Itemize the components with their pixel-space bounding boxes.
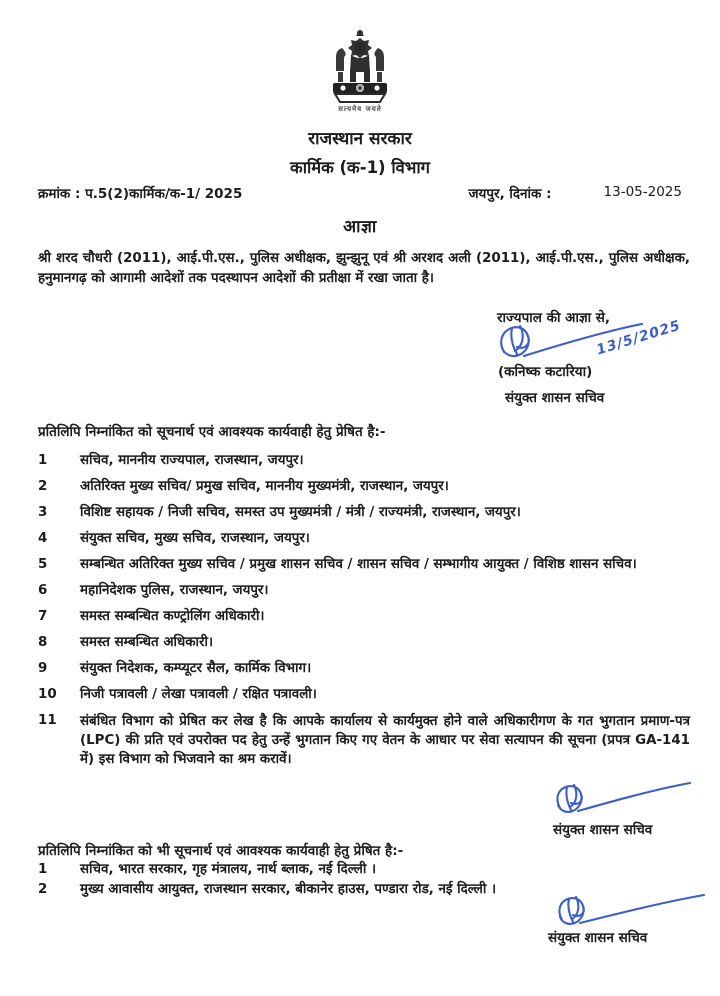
list-item-number: 11 xyxy=(38,713,57,728)
handwritten-date: 13/5/2025 xyxy=(594,317,683,359)
signatory-title: संयुक्त शासन सचिव xyxy=(505,390,605,406)
place-date-label: जयपुर, दिनांक : xyxy=(468,186,552,202)
list-item xyxy=(38,634,690,652)
list-item-number: 3 xyxy=(38,505,48,520)
list-item xyxy=(38,686,690,704)
department-title: कार्मिक (क-1) विभाग xyxy=(290,158,430,177)
list-item-number: 1 xyxy=(38,453,48,468)
list-item xyxy=(38,452,690,470)
list-item-text: सम्बन्धित अतिरिक्त मुख्य सचिव / प्रमुख शासन सचिव / शासन सचिव / सम्भागीय आयुक्त / विशिष्ठ शासन सचिव। xyxy=(80,557,637,572)
list-item-text: विशिष्ट सहायक / निजी सचिव, समस्त उप मुख्यमंत्री / मंत्री / राज्यमंत्री, राजस्थान, जयपुर। xyxy=(80,505,521,520)
list-item-number: 1 xyxy=(38,862,48,877)
reference-number: प.5(2)कार्मिक/क-1/ 2025 xyxy=(85,186,243,202)
list-item-text: महानिदेशक पुलिस, राजस्थान, जयपुर। xyxy=(80,583,269,598)
second-list-heading: प्रतिलिपि निम्नांकित को भी सूचनार्थ एवं आवश्यक कार्यवाही हेतु प्रेषित है:- xyxy=(38,843,404,859)
list-item-text: मुख्य आवासीय आयुक्त, राजस्थान सरकार, बीकानेर हाउस, पण्डारा रोड, नई दिल्ली । xyxy=(80,882,497,897)
list-item xyxy=(38,478,690,496)
copy-list xyxy=(38,452,690,777)
list-item-text: सचिव, भारत सरकार, गृह मंत्रालय, नार्थ ब्लाक, नई दिल्ली । xyxy=(80,862,377,877)
list-item xyxy=(38,504,690,522)
order-date: 13-05-2025 xyxy=(603,184,682,200)
place-date-block xyxy=(469,184,690,202)
list-item xyxy=(38,530,690,548)
list-item xyxy=(38,582,690,600)
list-item-number: 9 xyxy=(38,661,48,676)
emblem-block xyxy=(0,28,720,114)
list-item-text: संयुक्त सचिव, मुख्य सचिव, राजस्थान, जयपुर। xyxy=(80,531,310,546)
list-item xyxy=(38,660,690,678)
list-item xyxy=(38,712,690,769)
reference-label: क्रमांक : xyxy=(38,186,81,202)
list-item xyxy=(38,861,690,879)
signatory-name: (कनिष्क कटारिया) xyxy=(498,364,593,380)
government-title: राजस्थान सरकार xyxy=(308,129,412,149)
list-item-number: 7 xyxy=(38,609,48,624)
list-item-number: 10 xyxy=(38,687,57,702)
list-item-number: 8 xyxy=(38,635,48,650)
list-item-text: सचिव, माननीय राज्यपाल, राजस्थान, जयपुर। xyxy=(80,453,304,468)
signatory-title: संयुक्त शासन सचिव xyxy=(548,930,648,946)
list-item xyxy=(38,608,690,626)
signature-icon xyxy=(540,776,698,822)
list-item-number: 2 xyxy=(38,479,48,494)
ashoka-emblem-icon xyxy=(321,28,399,104)
list-item-text: संयुक्त निदेशक, कम्प्यूटर सैल, कार्मिक विभाग। xyxy=(80,661,312,676)
list-item-text: समस्त सम्बन्धित कण्ट्रोलिंग अधिकारी। xyxy=(80,609,265,624)
list-item-text: अतिरिक्त मुख्य सचिव/ प्रमुख सचिव, माननीय मुख्यमंत्री, राजस्थान, जयपुर। xyxy=(80,479,449,494)
list-item-text: संबंधित विभाग को प्रेषित कर लेख है कि आपके कार्यालय से कार्यमुक्त होने वाले अधिकारीगण के गत भुगतान प्रमाण-पत्र (LPC) की प्रति एवं उपरोक्त पद हेतु उन्हें भुगतान किए गए वेतन के आधार पर सेवा सत्यापन की सूचना (प्रपत्र GA-141 में) इस विभाग को भिजवाने का श्रम करावें। xyxy=(80,714,690,767)
copy-list-heading: प्रतिलिपि निम्नांकित को सूचनार्थ एवं आवश्यक कार्यवाही हेतु प्रेषित है:- xyxy=(38,424,386,440)
reference-row xyxy=(38,184,690,202)
emblem-caption: सत्यमेव जयते xyxy=(338,105,382,113)
by-order-line: राज्यपाल की आज्ञा से, xyxy=(497,310,611,326)
list-item-number: 4 xyxy=(38,531,48,546)
reference-number-block xyxy=(38,184,242,202)
list-item-number: 6 xyxy=(38,583,48,598)
list-item-number: 5 xyxy=(38,557,48,572)
signatory-title: संयुक्त शासन सचिव xyxy=(553,822,653,838)
list-item-number: 2 xyxy=(38,882,48,897)
list-item-text: समस्त सम्बन्धित अधिकारी। xyxy=(80,635,214,650)
list-item xyxy=(38,556,690,574)
list-item-text: निजी पत्रावली / लेखा पत्रावली / रक्षित पत्रावली। xyxy=(80,687,317,702)
order-body: श्री शरद चौधरी (2011), आई.पी.एस., पुलिस अधीक्षक, झुन्झुनू एवं श्री अरशद अली (2011), आई.पी.एस., पुलिस अधीक्षक, हनुमानगढ़ को आगामी आदेशों तक पदस्थापन आदेशों की प्रतीक्षा में रखा जाता है। xyxy=(38,251,690,286)
order-heading: आज्ञा xyxy=(343,217,377,237)
